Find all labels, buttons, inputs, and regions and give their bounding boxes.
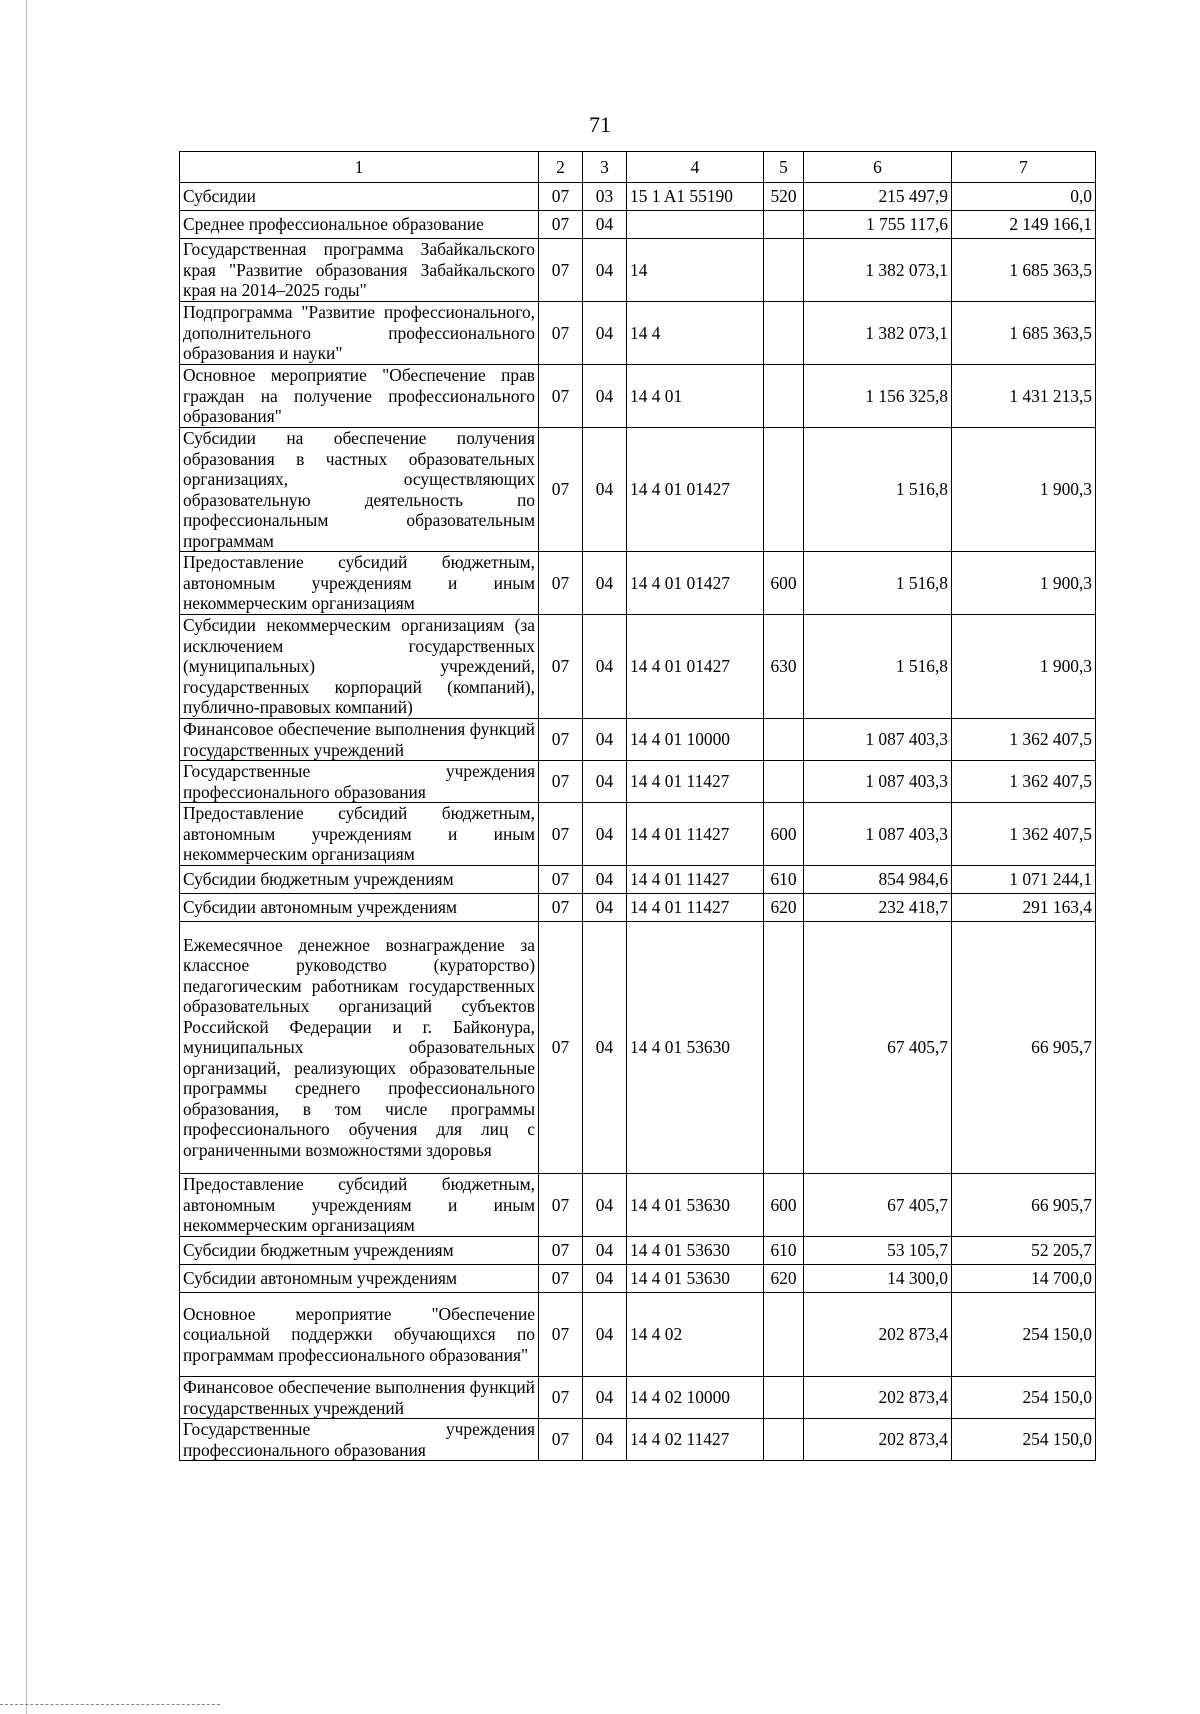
- table-row: [180, 803, 1096, 866]
- table-header-row: [180, 152, 1096, 183]
- row-name: Субсидии на обеспечение получения образования в частных образовательных организациях, осуществляющих образовательную деятельность по профессиональным образовательным программам: [180, 428, 539, 552]
- row-subsection: 04: [583, 1419, 627, 1461]
- row-target-article: 14 4 01 01427: [627, 428, 764, 552]
- header-col-5: 5: [764, 152, 804, 183]
- row-expense-type: [764, 365, 804, 428]
- table-row: [180, 211, 1096, 239]
- row-subsection: 04: [583, 803, 627, 866]
- row-name: Предоставление субсидий бюджетным, автономным учреждениям и иным некоммерческим организациям: [180, 552, 539, 615]
- table-row: [180, 761, 1096, 803]
- row-amount-year2: 1 431 213,5: [952, 365, 1096, 428]
- header-col-6: 6: [804, 152, 952, 183]
- row-amount-year2: 1 900,3: [952, 615, 1096, 719]
- row-section: 07: [539, 211, 583, 239]
- row-subsection: 04: [583, 1174, 627, 1237]
- row-section: 07: [539, 1377, 583, 1419]
- row-target-article: 14 4 01 01427: [627, 552, 764, 615]
- row-amount-year2: 1 900,3: [952, 428, 1096, 552]
- row-amount-year1: 854 984,6: [804, 866, 952, 894]
- row-target-article: 14 4 01 11427: [627, 761, 764, 803]
- row-subsection: 04: [583, 922, 627, 1174]
- row-expense-type: 610: [764, 866, 804, 894]
- row-amount-year1: 202 873,4: [804, 1377, 952, 1419]
- row-name: Подпрограмма "Развитие профессионального, дополнительного профессионального образования и науки": [180, 302, 539, 365]
- row-subsection: 04: [583, 615, 627, 719]
- row-amount-year1: 1 087 403,3: [804, 803, 952, 866]
- row-expense-type: 600: [764, 803, 804, 866]
- row-subsection: 04: [583, 211, 627, 239]
- row-subsection: 03: [583, 183, 627, 211]
- row-name: Предоставление субсидий бюджетным, автономным учреждениям и иным некоммерческим организациям: [180, 803, 539, 866]
- row-amount-year1: 1 087 403,3: [804, 719, 952, 761]
- row-target-article: 14 4 01: [627, 365, 764, 428]
- row-name: Субсидии бюджетным учреждениям: [180, 866, 539, 894]
- row-expense-type: 610: [764, 1237, 804, 1265]
- row-subsection: 04: [583, 1293, 627, 1377]
- row-amount-year2: 66 905,7: [952, 922, 1096, 1174]
- header-col-7: 7: [952, 152, 1096, 183]
- row-expense-type: [764, 1419, 804, 1461]
- row-expense-type: [764, 1377, 804, 1419]
- row-name: Финансовое обеспечение выполнения функций государственных учреждений: [180, 1377, 539, 1419]
- table-row: [180, 552, 1096, 615]
- row-target-article: 14 4 02: [627, 1293, 764, 1377]
- row-expense-type: [764, 211, 804, 239]
- row-target-article: 14 4 01 53630: [627, 922, 764, 1174]
- row-name: Субсидии автономным учреждениям: [180, 1265, 539, 1293]
- row-subsection: 04: [583, 1265, 627, 1293]
- header-col-3: 3: [583, 152, 627, 183]
- row-section: 07: [539, 1419, 583, 1461]
- row-section: 07: [539, 1237, 583, 1265]
- table-row: [180, 1293, 1096, 1377]
- row-name: Субсидии автономным учреждениям: [180, 894, 539, 922]
- row-expense-type: [764, 1293, 804, 1377]
- table-row: [180, 1174, 1096, 1237]
- row-target-article: 14 4 01 01427: [627, 615, 764, 719]
- row-name: Субсидии некоммерческим организациям (за исключением государственных (муниципальных) учреждений, государственных корпораций (компаний), публично-правовых компаний): [180, 615, 539, 719]
- row-expense-type: [764, 761, 804, 803]
- row-amount-year1: 1 382 073,1: [804, 239, 952, 302]
- row-amount-year2: 52 205,7: [952, 1237, 1096, 1265]
- row-target-article: 14 4 01 11427: [627, 894, 764, 922]
- row-subsection: 04: [583, 1237, 627, 1265]
- row-target-article: 14 4 01 11427: [627, 803, 764, 866]
- row-name: Финансовое обеспечение выполнения функций государственных учреждений: [180, 719, 539, 761]
- row-subsection: 04: [583, 866, 627, 894]
- row-name: Субсидии бюджетным учреждениям: [180, 1237, 539, 1265]
- row-target-article: 14 4 02 10000: [627, 1377, 764, 1419]
- row-amount-year1: 14 300,0: [804, 1265, 952, 1293]
- table-row: [180, 183, 1096, 211]
- row-amount-year2: 1 900,3: [952, 552, 1096, 615]
- row-subsection: 04: [583, 365, 627, 428]
- row-subsection: 04: [583, 239, 627, 302]
- row-expense-type: [764, 239, 804, 302]
- row-section: 07: [539, 922, 583, 1174]
- table-row: [180, 719, 1096, 761]
- row-amount-year1: 1 516,8: [804, 428, 952, 552]
- row-target-article: 14 4 02 11427: [627, 1419, 764, 1461]
- row-name: Государственная программа Забайкальского края "Развитие образования Забайкальского края на 2014–2025 годы": [180, 239, 539, 302]
- row-expense-type: [764, 922, 804, 1174]
- row-amount-year2: 1 071 244,1: [952, 866, 1096, 894]
- table-row: [180, 428, 1096, 552]
- table-row: [180, 365, 1096, 428]
- row-amount-year1: 1 516,8: [804, 615, 952, 719]
- page-number: 71: [589, 112, 611, 137]
- row-subsection: 04: [583, 761, 627, 803]
- row-amount-year2: 254 150,0: [952, 1419, 1096, 1461]
- row-expense-type: [764, 302, 804, 365]
- scan-edge: [26, 0, 27, 1714]
- row-section: 07: [539, 615, 583, 719]
- table-row: [180, 239, 1096, 302]
- row-section: 07: [539, 302, 583, 365]
- row-amount-year2: 254 150,0: [952, 1293, 1096, 1377]
- table-row: [180, 615, 1096, 719]
- table-row: [180, 1377, 1096, 1419]
- row-expense-type: 620: [764, 894, 804, 922]
- row-amount-year1: 1 382 073,1: [804, 302, 952, 365]
- row-target-article: 14 4 01 11427: [627, 866, 764, 894]
- row-target-article: 14 4: [627, 302, 764, 365]
- scan-artifact-line: [0, 1704, 220, 1705]
- header-col-4: 4: [627, 152, 764, 183]
- row-section: 07: [539, 803, 583, 866]
- row-target-article: [627, 211, 764, 239]
- row-section: 07: [539, 183, 583, 211]
- row-expense-type: 600: [764, 552, 804, 615]
- row-expense-type: 620: [764, 1265, 804, 1293]
- row-section: 07: [539, 552, 583, 615]
- row-target-article: 14 4 01 10000: [627, 719, 764, 761]
- row-section: 07: [539, 365, 583, 428]
- row-target-article: 14 4 01 53630: [627, 1237, 764, 1265]
- row-name: Среднее профессиональное образование: [180, 211, 539, 239]
- row-section: 07: [539, 1174, 583, 1237]
- row-expense-type: [764, 428, 804, 552]
- row-amount-year1: 202 873,4: [804, 1419, 952, 1461]
- table-row: [180, 1237, 1096, 1265]
- row-expense-type: [764, 719, 804, 761]
- row-name: Субсидии: [180, 183, 539, 211]
- row-amount-year1: 232 418,7: [804, 894, 952, 922]
- row-amount-year2: 66 905,7: [952, 1174, 1096, 1237]
- row-subsection: 04: [583, 552, 627, 615]
- row-name: Предоставление субсидий бюджетным, автономным учреждениям и иным некоммерческим организациям: [180, 1174, 539, 1237]
- row-amount-year2: 1 362 407,5: [952, 761, 1096, 803]
- row-target-article: 14 4 01 53630: [627, 1174, 764, 1237]
- row-section: 07: [539, 1293, 583, 1377]
- row-amount-year2: 254 150,0: [952, 1377, 1096, 1419]
- table-row: [180, 1419, 1096, 1461]
- row-section: 07: [539, 719, 583, 761]
- row-expense-type: 600: [764, 1174, 804, 1237]
- table-row: [180, 1265, 1096, 1293]
- row-amount-year2: 1 362 407,5: [952, 803, 1096, 866]
- budget-table: [179, 151, 1096, 1461]
- row-name: Ежемесячное денежное вознаграждение за классное руководство (кураторство) педагогическим работникам государственных образовательных организаций субъектов Российской Федерации и г. Байконура, муниципальных образовательных организаций, реализующих образовательные программы среднего профессионального образования, в том числе программы профессионального обучения для лиц с ограниченными возможностями здоровья: [180, 922, 539, 1174]
- row-amount-year1: 1 755 117,6: [804, 211, 952, 239]
- row-subsection: 04: [583, 1377, 627, 1419]
- row-amount-year2: 1 685 363,5: [952, 302, 1096, 365]
- header-col-2: 2: [539, 152, 583, 183]
- row-section: 07: [539, 761, 583, 803]
- row-section: 07: [539, 428, 583, 552]
- row-subsection: 04: [583, 302, 627, 365]
- row-subsection: 04: [583, 719, 627, 761]
- row-amount-year1: 1 156 325,8: [804, 365, 952, 428]
- row-name: Государственные учреждения профессионального образования: [180, 1419, 539, 1461]
- row-target-article: 14: [627, 239, 764, 302]
- row-amount-year1: 67 405,7: [804, 922, 952, 1174]
- row-subsection: 04: [583, 428, 627, 552]
- row-section: 07: [539, 1265, 583, 1293]
- row-expense-type: 520: [764, 183, 804, 211]
- row-name: Основное мероприятие "Обеспечение прав граждан на получение профессионального образования": [180, 365, 539, 428]
- row-amount-year2: 1 362 407,5: [952, 719, 1096, 761]
- row-expense-type: 630: [764, 615, 804, 719]
- row-name: Основное мероприятие "Обеспечение социальной поддержки обучающихся по программам профессионального образования": [180, 1293, 539, 1377]
- table-row: [180, 302, 1096, 365]
- table-body: [180, 183, 1096, 1461]
- row-amount-year2: 0,0: [952, 183, 1096, 211]
- header-col-1: 1: [180, 152, 539, 183]
- row-amount-year1: 202 873,4: [804, 1293, 952, 1377]
- row-section: 07: [539, 239, 583, 302]
- row-subsection: 04: [583, 894, 627, 922]
- row-amount-year2: 2 149 166,1: [952, 211, 1096, 239]
- row-amount-year1: 67 405,7: [804, 1174, 952, 1237]
- row-target-article: 15 1 A1 55190: [627, 183, 764, 211]
- row-target-article: 14 4 01 53630: [627, 1265, 764, 1293]
- row-amount-year2: 291 163,4: [952, 894, 1096, 922]
- row-name: Государственные учреждения профессионального образования: [180, 761, 539, 803]
- row-amount-year1: 1 516,8: [804, 552, 952, 615]
- row-amount-year1: 215 497,9: [804, 183, 952, 211]
- row-amount-year2: 1 685 363,5: [952, 239, 1096, 302]
- table-row: [180, 894, 1096, 922]
- row-amount-year1: 1 087 403,3: [804, 761, 952, 803]
- row-section: 07: [539, 894, 583, 922]
- row-amount-year1: 53 105,7: [804, 1237, 952, 1265]
- table-row: [180, 866, 1096, 894]
- row-amount-year2: 14 700,0: [952, 1265, 1096, 1293]
- row-section: 07: [539, 866, 583, 894]
- table-row: [180, 922, 1096, 1174]
